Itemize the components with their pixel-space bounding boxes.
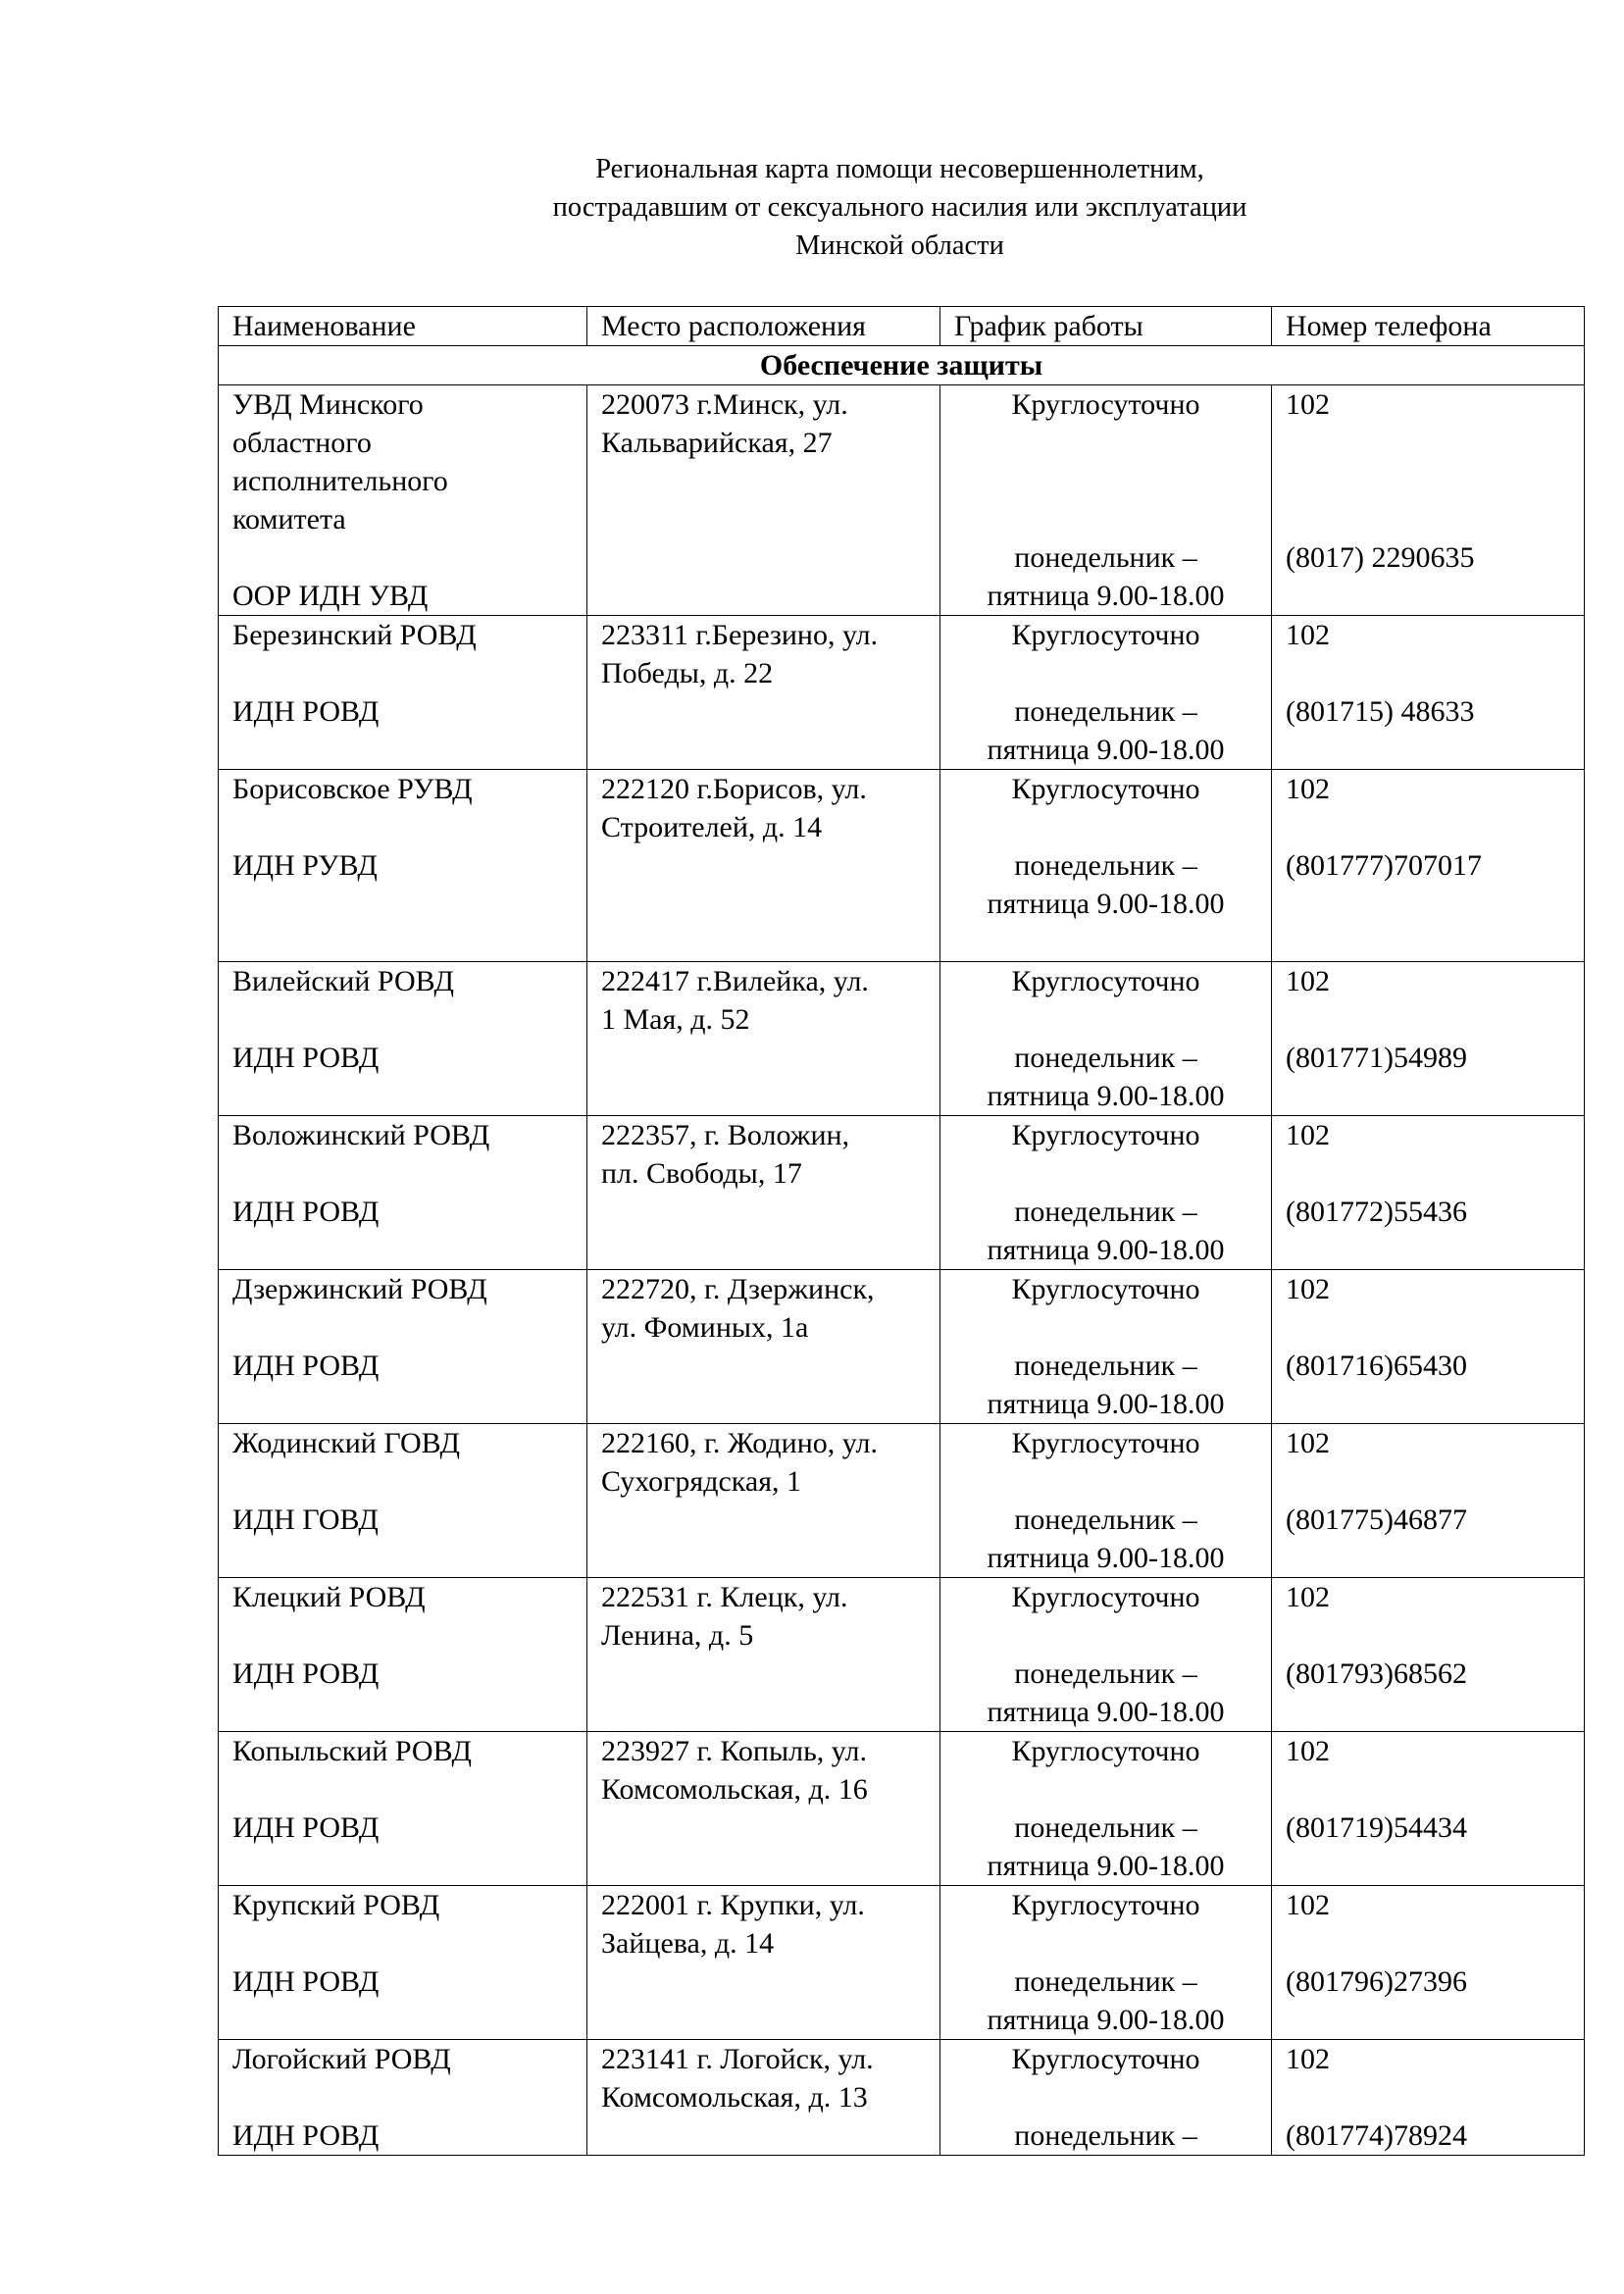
cell-schedule-line: [940, 654, 1271, 692]
cell-name-line: ИДН ГОВД: [232, 1504, 379, 1536]
cell-name-line: Березинский РОВД: [232, 619, 477, 651]
cell-schedule-line: [940, 808, 1271, 846]
cell-location-line: [601, 923, 939, 961]
cell-location-line: [601, 1039, 939, 1077]
cell-phone-line: [1286, 808, 1584, 846]
cell-location-line: [601, 1077, 939, 1115]
cell-location-line: [601, 2001, 939, 2039]
cell-schedule-line: [940, 1000, 1271, 1039]
cell-phone: [1272, 1116, 1585, 1270]
cell-phone-line: [1286, 577, 1584, 615]
table-row: [219, 1578, 1585, 1732]
cell-name-line: Логойский РОВД: [232, 2043, 451, 2075]
title-line-2: пострадавшим от сексуального насилия или эксплуатации: [552, 192, 1247, 223]
cell-location-line: 222160, г. Жодино, ул.: [601, 1427, 878, 1459]
cell-location-line: [601, 846, 939, 885]
cell-schedule-line: пятница 9.00-18.00: [987, 2004, 1225, 2036]
cell-phone-line: 102: [1286, 1889, 1330, 1921]
cell-schedule-line: Круглосуточно: [1011, 1735, 1200, 1767]
cell-name-line: [232, 1154, 586, 1193]
cell-phone-line: [1286, 462, 1584, 500]
cell-schedule-line: понедельник –: [1014, 849, 1197, 882]
cell-schedule-line: Круглосуточно: [1011, 1889, 1200, 1921]
cell-phone-line: [1286, 1077, 1584, 1115]
header-phone: Номер телефона: [1272, 307, 1585, 346]
cell-schedule-line: [940, 1770, 1271, 1809]
cell-location-line: [601, 1655, 939, 1693]
cell-schedule-line: понедельник –: [1014, 1196, 1197, 1228]
cell-schedule-line: понедельник –: [1014, 1811, 1197, 1844]
cell-schedule-line: понедельник –: [1014, 1965, 1197, 1998]
cell-location: [587, 1116, 940, 1270]
cell-schedule-line: [940, 424, 1271, 462]
cell-phone-line: (8017) 2290635: [1286, 541, 1475, 574]
cell-location-line: 223311 г.Березино, ул.: [601, 619, 879, 651]
cell-phone-line: [1286, 731, 1584, 769]
cell-location-line: 222120 г.Борисов, ул.: [601, 773, 867, 805]
section-title: Обеспечение защиты: [219, 346, 1585, 385]
cell-name-line: ИДН РОВД: [232, 1811, 380, 1844]
cell-location-line: 222357, г. Воложин,: [601, 1119, 850, 1151]
cell-name-line: ИДН РОВД: [232, 1350, 380, 1382]
cell-schedule-line: пятница 9.00-18.00: [987, 734, 1225, 766]
cell-phone: [1272, 770, 1585, 962]
cell-schedule-line: [940, 462, 1271, 500]
cell-phone-line: (801719)54434: [1286, 1811, 1467, 1844]
cell-name: [219, 385, 587, 616]
cell-schedule-line: Круглосуточно: [1011, 1427, 1200, 1459]
cell-location-line: Сухогрядская, 1: [601, 1465, 802, 1498]
cell-schedule-line: понедельник –: [1014, 1350, 1197, 1382]
cell-location-line: [601, 577, 939, 615]
table-row: [219, 1732, 1585, 1886]
cell-schedule-line: [940, 1462, 1271, 1501]
title-line-3: Минской области: [795, 230, 1004, 261]
cell-phone-line: (801715) 48633: [1286, 695, 1475, 728]
cell-phone-line: 102: [1286, 388, 1330, 421]
cell-location-line: 223141 г. Логойск, ул.: [601, 2043, 874, 2075]
cell-name-line: [232, 1847, 586, 1885]
cell-location-line: [601, 1501, 939, 1539]
cell-location-line: Строителей, д. 14: [601, 811, 823, 843]
cell-location-line: [601, 2116, 939, 2155]
cell-schedule-line: понедельник –: [1014, 541, 1197, 574]
cell-phone-line: (801793)68562: [1286, 1657, 1467, 1690]
cell-schedule-line: Круглосуточно: [1011, 619, 1200, 651]
cell-location-line: Комсомольская, д. 16: [601, 1773, 868, 1806]
cell-name: [219, 2040, 587, 2156]
cell-schedule-line: Круглосуточно: [1011, 1119, 1200, 1151]
cell-phone-line: [1286, 1924, 1584, 1963]
cell-schedule-line: пятница 9.00-18.00: [987, 1696, 1225, 1728]
cell-phone-line: 102: [1286, 1735, 1330, 1767]
cell-name-line: [232, 1000, 586, 1039]
header-name: Наименование: [219, 307, 587, 346]
cell-name-line: Клецкий РОВД: [232, 1581, 426, 1613]
cell-location-line: 222531 г. Клецк, ул.: [601, 1581, 848, 1613]
table-row: [219, 1424, 1585, 1578]
cell-name: [219, 1270, 587, 1424]
cell-location-line: [601, 1231, 939, 1269]
cell-phone-line: (801772)55436: [1286, 1196, 1467, 1228]
cell-name-line: [232, 885, 586, 923]
cell-phone-line: [1286, 2078, 1584, 2116]
cell-name: [219, 1424, 587, 1578]
cell-schedule-line: пятница 9.00-18.00: [987, 1080, 1225, 1112]
cell-schedule: [940, 962, 1272, 1116]
cell-phone-line: [1286, 424, 1584, 462]
cell-schedule-line: [940, 1924, 1271, 1963]
cell-phone-line: 102: [1286, 1427, 1330, 1459]
cell-schedule-line: пятница 9.00-18.00: [987, 1234, 1225, 1266]
cell-name-line: [232, 1924, 586, 1963]
cell-phone: [1272, 616, 1585, 770]
cell-name-line: [232, 1231, 586, 1269]
cell-schedule-line: Круглосуточно: [1011, 388, 1200, 421]
cell-schedule: [940, 1270, 1272, 1424]
cell-schedule-line: [940, 2078, 1271, 2116]
cell-location-line: [601, 1347, 939, 1385]
cell-schedule-line: понедельник –: [1014, 1504, 1197, 1536]
cell-name: [219, 1886, 587, 2040]
cell-name-line: Вилейский РОВД: [232, 965, 454, 997]
cell-phone-line: [1286, 1000, 1584, 1039]
cell-location: [587, 1732, 940, 1886]
cell-name-line: Жодинский ГОВД: [232, 1427, 460, 1459]
cell-schedule: [940, 1116, 1272, 1270]
cell-phone: [1272, 1732, 1585, 1886]
cell-phone-line: [1286, 1462, 1584, 1501]
cell-name-line: ИДН РОВД: [232, 2119, 380, 2152]
cell-location-line: 220073 г.Минск, ул.: [601, 388, 848, 421]
cell-name-line: исполнительного: [232, 465, 448, 497]
cell-schedule-line: пятница 9.00-18.00: [987, 1850, 1225, 1882]
cell-location-line: [601, 731, 939, 769]
cell-phone-line: 102: [1286, 2043, 1330, 2075]
cell-phone-line: [1286, 1539, 1584, 1577]
cell-phone-line: 102: [1286, 965, 1330, 997]
cell-location-line: Победы, д. 22: [601, 657, 774, 689]
cell-location-line: [601, 500, 939, 538]
cell-name-line: Дзержинский РОВД: [232, 1273, 487, 1305]
cell-name-line: [232, 923, 586, 961]
cell-name-line: ИДН РОВД: [232, 1965, 380, 1998]
cell-phone-line: [1286, 1770, 1584, 1809]
cell-location-line: 223927 г. Копыль, ул.: [601, 1735, 867, 1767]
cell-location-line: [601, 1963, 939, 2001]
cell-schedule-line: понедельник –: [1014, 2119, 1197, 2152]
cell-name-line: [232, 2078, 586, 2116]
cell-name-line: [232, 808, 586, 846]
cell-phone-line: (801796)27396: [1286, 1965, 1467, 1998]
cell-schedule-line: понедельник –: [1014, 695, 1197, 728]
cell-phone-line: 102: [1286, 1119, 1330, 1151]
cell-phone: [1272, 2040, 1585, 2156]
cell-phone-line: 102: [1286, 773, 1330, 805]
cell-location-line: Кальварийская, 27: [601, 427, 833, 459]
cell-schedule-line: Круглосуточно: [1011, 1581, 1200, 1613]
cell-name: [219, 616, 587, 770]
cell-name-line: [232, 1539, 586, 1577]
cell-name-line: [232, 731, 586, 769]
cell-schedule-line: пятница 9.00-18.00: [987, 888, 1225, 920]
cell-schedule: [940, 1578, 1272, 1732]
cell-location: [587, 962, 940, 1116]
cell-schedule-line: [940, 1154, 1271, 1193]
cell-name-line: областного: [232, 427, 372, 459]
cell-schedule-line: понедельник –: [1014, 1657, 1197, 1690]
cell-schedule-line: [940, 923, 1271, 961]
cell-schedule: [940, 1886, 1272, 2040]
cell-phone-line: 102: [1286, 619, 1330, 651]
table-row: [219, 1886, 1585, 2040]
cell-location: [587, 616, 940, 770]
table-row: [219, 1270, 1585, 1424]
cell-schedule-line: пятница 9.00-18.00: [987, 580, 1225, 612]
cell-phone-line: [1286, 923, 1584, 961]
cell-name-line: комитета: [232, 503, 346, 535]
cell-location-line: Комсомольская, д. 13: [601, 2081, 868, 2114]
cell-name: [219, 1116, 587, 1270]
cell-name-line: Борисовское РУВД: [232, 773, 473, 805]
cell-phone-line: (801777)707017: [1286, 849, 1482, 882]
cell-phone-line: (801771)54989: [1286, 1042, 1467, 1074]
cell-location-line: 222720, г. Дзержинск,: [601, 1273, 875, 1305]
cell-phone-line: [1286, 885, 1584, 923]
cell-location-line: [601, 462, 939, 500]
cell-phone-line: [1286, 1616, 1584, 1655]
cell-name-line: УВД Минского: [232, 388, 424, 421]
cell-schedule: [940, 1424, 1272, 1578]
cell-name-line: Копыльский РОВД: [232, 1735, 472, 1767]
table-row: [219, 2040, 1585, 2156]
cell-name-line: ИДН РОВД: [232, 1657, 380, 1690]
cell-location-line: [601, 1847, 939, 1885]
help-map-table: [218, 306, 1585, 2156]
table-row: [219, 616, 1585, 770]
cell-location-line: Зайцева, д. 14: [601, 1927, 775, 1960]
header-schedule: График работы: [940, 307, 1272, 346]
table-row: [219, 962, 1585, 1116]
cell-name-line: [232, 1077, 586, 1115]
table-row: [219, 770, 1585, 962]
cell-location-line: пл. Свободы, 17: [601, 1157, 802, 1190]
cell-phone: [1272, 385, 1585, 616]
cell-phone-line: [1286, 1693, 1584, 1731]
cell-name-line: ИДН РОВД: [232, 1196, 380, 1228]
cell-name-line: [232, 1308, 586, 1347]
section-row: [219, 346, 1585, 385]
cell-location: [587, 1424, 940, 1578]
cell-schedule-line: понедельник –: [1014, 1042, 1197, 1074]
cell-phone-line: [1286, 1308, 1584, 1347]
cell-name-line: Воложинский РОВД: [232, 1119, 490, 1151]
cell-name: [219, 962, 587, 1116]
cell-phone-line: [1286, 1154, 1584, 1193]
cell-name: [219, 1578, 587, 1732]
cell-name-line: [232, 654, 586, 692]
title-line-1: Региональная карта помощи несовершеннолетним,: [595, 154, 1204, 184]
cell-location: [587, 1270, 940, 1424]
cell-location-line: 1 Мая, д. 52: [601, 1003, 750, 1036]
cell-phone: [1272, 1578, 1585, 1732]
cell-schedule-line: Круглосуточно: [1011, 965, 1200, 997]
cell-name-line: [232, 2001, 586, 2039]
cell-schedule: [940, 770, 1272, 962]
cell-phone-line: 102: [1286, 1273, 1330, 1305]
cell-schedule-line: пятница 9.00-18.00: [987, 1542, 1225, 1574]
cell-location-line: [601, 1693, 939, 1731]
cell-phone-line: [1286, 654, 1584, 692]
cell-name-line: [232, 1770, 586, 1809]
cell-phone-line: [1286, 1385, 1584, 1423]
cell-schedule-line: [940, 1308, 1271, 1347]
cell-location-line: ул. Фоминых, 1а: [601, 1311, 809, 1344]
cell-location-line: 222001 г. Крупки, ул.: [601, 1889, 865, 1921]
table-row: [219, 385, 1585, 616]
cell-location-line: [601, 692, 939, 731]
cell-name-line: [232, 1616, 586, 1655]
document-title: [216, 150, 1584, 265]
cell-phone: [1272, 1886, 1585, 2040]
cell-location: [587, 1578, 940, 1732]
cell-phone-line: [1286, 2001, 1584, 2039]
cell-location-line: [601, 885, 939, 923]
header-location: Место расположения: [587, 307, 940, 346]
cell-phone-line: [1286, 1847, 1584, 1885]
cell-schedule-line: [940, 500, 1271, 538]
cell-phone-line: [1286, 1231, 1584, 1269]
cell-phone-line: (801774)78924: [1286, 2119, 1467, 2152]
cell-phone: [1272, 962, 1585, 1116]
cell-schedule: [940, 616, 1272, 770]
cell-phone-line: (801775)46877: [1286, 1504, 1467, 1536]
cell-name-line: [232, 1462, 586, 1501]
cell-name: [219, 1732, 587, 1886]
cell-name: [219, 770, 587, 962]
cell-name-line: Крупский РОВД: [232, 1889, 440, 1921]
cell-location-line: [601, 1809, 939, 1847]
cell-schedule-line: Круглосуточно: [1011, 2043, 1200, 2075]
cell-schedule: [940, 2040, 1272, 2156]
cell-name-line: ИДН РУВД: [232, 849, 378, 882]
cell-phone-line: [1286, 500, 1584, 538]
cell-phone-line: 102: [1286, 1581, 1330, 1613]
cell-location-line: Ленина, д. 5: [601, 1619, 754, 1652]
cell-name-line: [232, 1385, 586, 1423]
cell-name-line: ИДН РОВД: [232, 1042, 380, 1074]
cell-location-line: [601, 1193, 939, 1231]
cell-name-line: [232, 538, 586, 577]
cell-schedule: [940, 385, 1272, 616]
cell-phone-line: (801716)65430: [1286, 1350, 1467, 1382]
cell-phone: [1272, 1424, 1585, 1578]
cell-location-line: 222417 г.Вилейка, ул.: [601, 965, 869, 997]
cell-location-line: [601, 1385, 939, 1423]
table-row: [219, 1116, 1585, 1270]
cell-schedule: [940, 1732, 1272, 1886]
cell-location-line: [601, 538, 939, 577]
cell-schedule-line: [940, 1616, 1271, 1655]
cell-location-line: [601, 1539, 939, 1577]
cell-location: [587, 385, 940, 616]
cell-schedule-line: Круглосуточно: [1011, 1273, 1200, 1305]
table-header-row: [219, 307, 1585, 346]
cell-name-line: ИДН РОВД: [232, 695, 380, 728]
cell-location: [587, 1886, 940, 2040]
cell-location: [587, 2040, 940, 2156]
cell-schedule-line: Круглосуточно: [1011, 773, 1200, 805]
cell-location: [587, 770, 940, 962]
cell-phone: [1272, 1270, 1585, 1424]
cell-schedule-line: пятница 9.00-18.00: [987, 1388, 1225, 1420]
cell-name-line: [232, 1693, 586, 1731]
cell-name-line: ООР ИДН УВД: [232, 580, 429, 612]
